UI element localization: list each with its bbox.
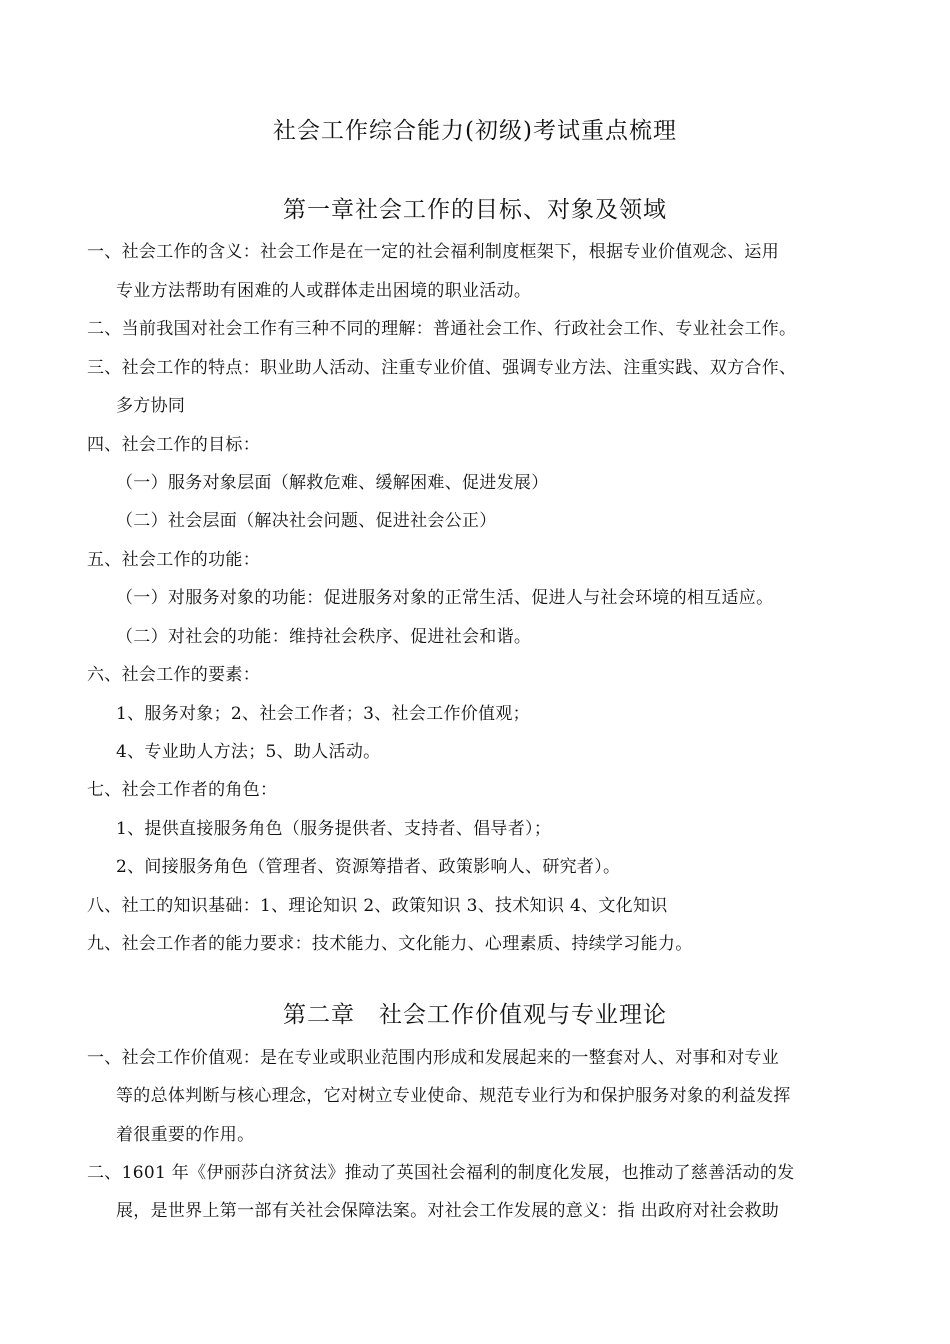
paragraph-line: 六、社会工作的要素： bbox=[87, 665, 260, 685]
paragraph-line: （一）对服务对象的功能：促进服务对象的正常生活、促进人与社会环境的相互适应。 bbox=[116, 588, 774, 608]
paragraph-line: 四、社会工作的目标： bbox=[87, 435, 260, 455]
paragraph-line: 一、社会工作价值观：是在专业或职业范围内形成和发展起来的一整套对人、对事和对专业 bbox=[87, 1048, 779, 1068]
paragraph-line: （二）社会层面（解决社会问题、促进社会公正） bbox=[116, 511, 497, 531]
paragraph-line: 九、社会工作者的能力要求：技术能力、文化能力、心理素质、持续学习能力。 bbox=[87, 934, 693, 954]
paragraph-line: 二、1601 年《伊丽莎白济贫法》推动了英国社会福利的制度化发展，也推动了慈善活动的发 bbox=[87, 1163, 795, 1183]
chapter-1-heading: 第一章社会工作的目标、对象及领域 bbox=[283, 197, 667, 223]
paragraph-line: 一、社会工作的含义：社会工作是在一定的社会福利制度框架下，根据专业价值观念、运用 bbox=[87, 242, 779, 262]
paragraph-line: 等的总体判断与核心理念，它对树立专业使命、规范专业行为和保护服务对象的利益发挥 bbox=[116, 1086, 791, 1106]
paragraph-line: 1、服务对象；2、社会工作者；3、社会工作价值观； bbox=[116, 704, 530, 724]
paragraph-line: （一）服务对象层面（解救危难、缓解困难、促进发展） bbox=[116, 473, 549, 493]
paragraph-line: 五、社会工作的功能： bbox=[87, 550, 260, 570]
paragraph-line: 三、社会工作的特点：职业助人活动、注重专业价值、强调专业方法、注重实践、双方合作、 bbox=[87, 358, 797, 378]
paragraph-line: 展，是世界上第一部有关社会保障法案。对社会工作发展的意义：指 出政府对社会救助 bbox=[116, 1201, 780, 1221]
paragraph-line: 专业方法帮助有困难的人或群体走出困境的职业活动。 bbox=[116, 281, 532, 301]
chapter-2-heading: 第二章 社会工作价值观与专业理论 bbox=[283, 1002, 667, 1028]
document-title: 社会工作综合能力(初级)考试重点梳理 bbox=[273, 118, 677, 144]
paragraph-line: （二）对社会的功能：维持社会秩序、促进社会和谐。 bbox=[116, 627, 532, 647]
paragraph-line: 4、专业助人方法；5、助人活动。 bbox=[116, 742, 381, 762]
paragraph-line: 多方协同 bbox=[116, 396, 186, 416]
paragraph-line: 1、提供直接服务角色（服务提供者、支持者、倡导者）； bbox=[116, 819, 552, 839]
paragraph-line: 八、社工的知识基础：1、理论知识 2、政策知识 3、技术知识 4、文化知识 bbox=[87, 896, 668, 916]
paragraph-line: 七、社会工作者的角色： bbox=[87, 780, 278, 800]
paragraph-line: 2、间接服务角色（管理者、资源筹措者、政策影响人、研究者）。 bbox=[116, 857, 621, 877]
paragraph-line: 二、当前我国对社会工作有三种不同的理解：普通社会工作、行政社会工作、专业社会工作。 bbox=[87, 319, 797, 339]
paragraph-line: 着很重要的作用。 bbox=[116, 1125, 255, 1145]
